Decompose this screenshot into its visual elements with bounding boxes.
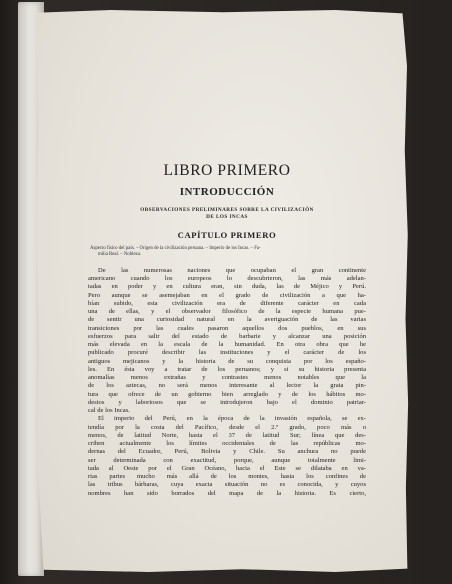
text-line: americano cuando los europeos lo descubrieron, las más adelan- — [88, 275, 366, 283]
body-text — [88, 267, 366, 498]
title-block — [88, 162, 366, 240]
text-line: les. En ésta voy a tratar de los peruanos; y si su historia presenta — [88, 365, 366, 373]
text-line: cal de los Incas. — [88, 407, 130, 415]
subtitle-line-1: OBSERVACIONES PRELIMINARES SOBRE LA CIVILIZACIÓN — [140, 207, 314, 213]
paragraph-1 — [88, 267, 366, 416]
text-line: De las numerosas naciones que ocupaban el gran continente — [98, 266, 366, 274]
chapter-heading: CAPÍTULO PRIMERO — [177, 230, 277, 240]
text-line: una de ellas, y el observador filosófico de la especie humana pue- — [88, 308, 366, 316]
chapter-summary — [88, 246, 366, 259]
summary-line-2: milia Real. – Nobleza. — [98, 252, 142, 258]
text-line: menos, de latitud Norte, hasta el 37 de latitud Sur; línea que des- — [88, 431, 366, 439]
text-line: tendía por la costa del Pacífico, desde el 2.º grado, poco más o — [88, 423, 366, 431]
text-line: criben actualmente los límites occidentales de las repúblicas mo- — [88, 440, 366, 448]
text-line: transiciones por las cuales pasaron aquellos dos pueblos, en sus — [88, 324, 366, 332]
book-heading: LIBRO PRIMERO — [163, 162, 291, 179]
text-line: bían subido, esta civilización era de diferente carácter en cada — [88, 299, 366, 307]
text-line: nombres han sido borrados del mapa de la historia. Es cierto, — [88, 489, 366, 497]
paragraph-2 — [88, 415, 366, 498]
section-heading: INTRODUCCIÓN — [179, 186, 275, 198]
text-line: de sentir una curiosidad natural en la averiguación de las varias — [88, 316, 366, 324]
text-line: las tribus bárbaras, cuya exacta situación no es conocida, y cuyos — [88, 481, 366, 489]
text-line: ser determinada con exactitud, porque, aunque totalmente limi- — [88, 456, 366, 464]
text-line: El imperio del Perú, en la época de la invasión española, se ex- — [98, 415, 366, 423]
text-line: publicado procuré describir las instituciones y el carácter de los — [88, 349, 366, 357]
text-line: antiguos mejicanos y la historia de su conquista por los españo- — [88, 357, 366, 365]
text-line: anomalías menos extrañas y contrastes menos notables que la — [88, 374, 366, 382]
text-line: de los aztecas, no será menos interesante al lector la grata pin- — [88, 382, 366, 390]
text-line: rias partes mucho más allá de los montes, hasta los confines de — [88, 473, 366, 481]
page-content — [88, 162, 366, 498]
text-line: más elevada en la escala de la humanidad. En otra obra que he — [88, 341, 366, 349]
text-line: tada al Oeste por el Gran Océano, hacia el Este se dilataba en va- — [88, 464, 366, 472]
text-line: destos y laboriosos que se introdujeron bajo el dominio patriar- — [88, 398, 366, 406]
subtitle-line-2: DE LOS INCAS — [206, 214, 248, 220]
text-line: tura que ofrece de un gobierno bien arreglado y de los hábitos mo- — [88, 390, 366, 398]
text-line: Pero aunque se asemejaban en el grado de civilización a que ha- — [88, 291, 366, 299]
summary-line-1: Aspecto físico del país. – Origen de la civilización peruana. – Imperio de los Incas. – Fa- — [90, 246, 261, 251]
section-subtitle — [88, 207, 366, 221]
text-line: esfuerzos para salir del estado de barbarie y alcanzar una posición — [88, 332, 366, 340]
text-line: tadas en poder y en cultura eran, sin duda, las de Méjico y Perú. — [88, 283, 366, 291]
text-line: dernas del Ecuador, Perú, Bolivia y Chile. Su anchura no puede — [88, 448, 366, 456]
